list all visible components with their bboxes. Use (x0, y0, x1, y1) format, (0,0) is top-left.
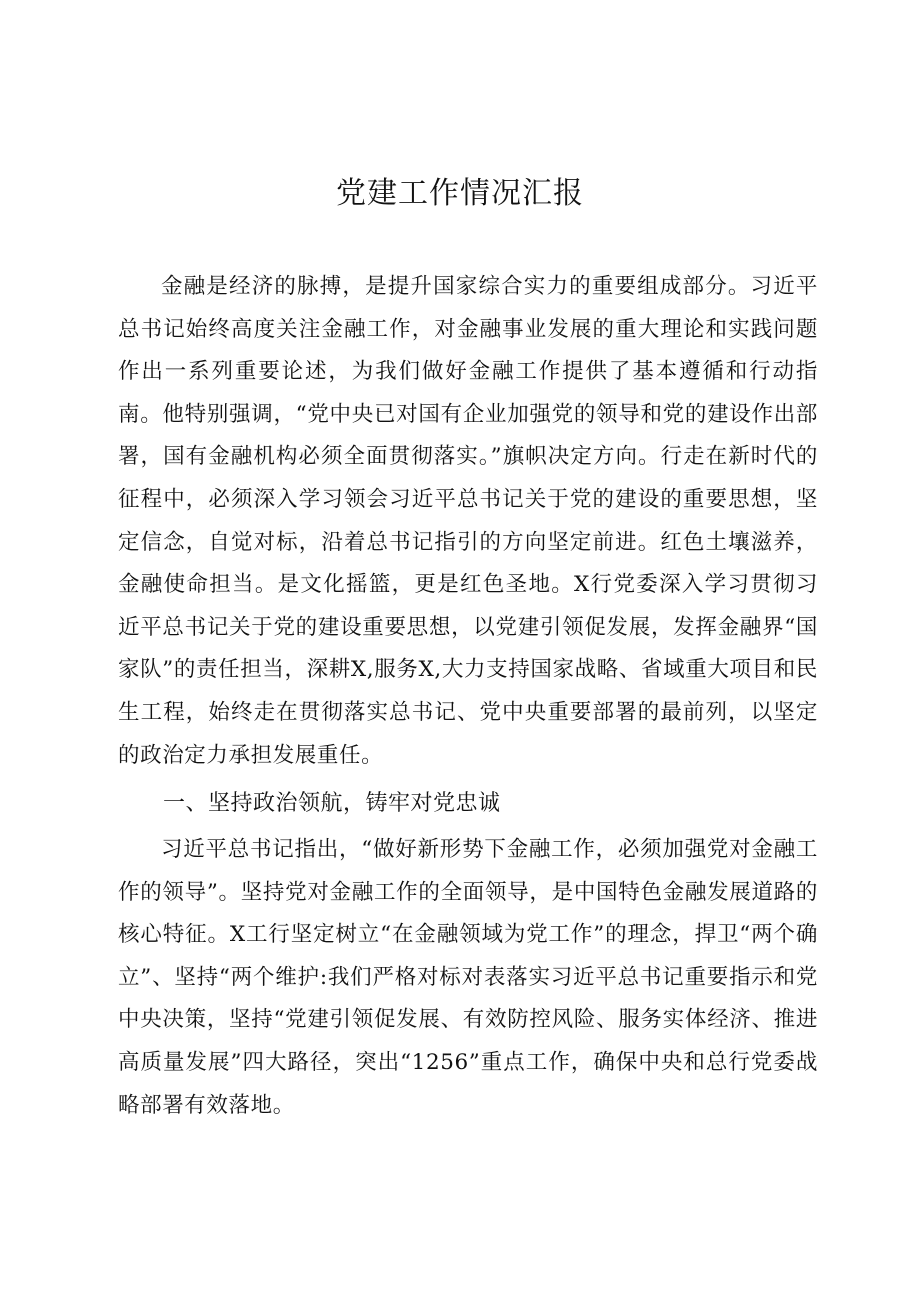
section-1-paragraph: 习近平总书记指出，“做好新形势下金融工作，必须加强党对金融工作的领导”。坚持党对金融工作的全面领导，是中国特色金融发展道路的核心特征。X工行坚定树立“在金融领域为党工作”的理念，捍卫“两个确立”、坚持“两个维护:我们严格对标对表落实习近平总书记重要指示和党中央决策，坚持“党建引领促发展、有效防控风险、服务实体经济、推进高质量发展”四大路径，突出“1256”重点工作，确保中央和总行党委战略部署有效落地。 (118, 837, 818, 1118)
section-1-heading: 一、坚持政治领航，铸牢对党忠诚 (163, 791, 501, 816)
document-title: 党建工作情况汇报 (336, 176, 584, 211)
intro-paragraph: 金融是经济的脉搏，是提升国家综合实力的重要组成部分。习近平总书记始终高度关注金融工作，对金融事业发展的重大理论和实践问题作出一系列重要论述，为我们做好金融工作提供了基本遵循和行动指南。他特别强调，“党中央已对国有企业加强党的领导和党的建设作出部署，国有金融机构必须全面贯彻落实。”旗帜决定方向。行走在新时代的征程中，必须深入学习领会习近平总书记关于党的建设的重要思想，坚定信念，自觉对标，沿着总书记指引的方向坚定前进。红色土壤滋养，金融使命担当。是文化摇篮，更是红色圣地。X行党委深入学习贯彻习近平总书记关于党的建设重要思想，以党建引领促发展，发挥金融界“国家队”的责任担当，深耕X,服务X,大力支持国家战略、省域重大项目和民生工程，始终走在贯彻落实总书记、党中央重要部署的最前列，以坚定的政治定力承担发展重任。 (118, 274, 818, 768)
